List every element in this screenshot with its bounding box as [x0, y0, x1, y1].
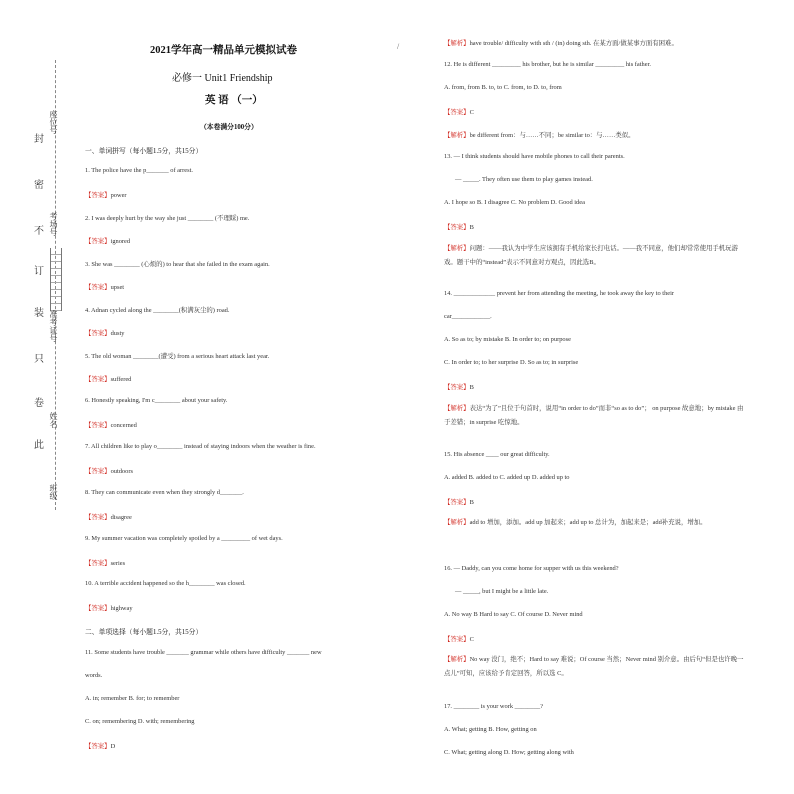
- question-17-options-2: C. What; getting along D. How; getting along with: [444, 749, 574, 756]
- answer-14: 【答案】B: [444, 384, 474, 391]
- question-9: 9. My summer vacation was completely spoiled by a _________ of wet days.: [85, 535, 283, 542]
- answer-5: 【答案】suffered: [85, 376, 132, 383]
- question-13-options: A. I hope so B. I disagree C. No problem D. Good idea: [444, 199, 585, 206]
- question-17-options-1: A. What; getting B. How, getting on: [444, 726, 537, 733]
- seal-char: 订: [34, 266, 44, 277]
- answer-10: 【答案】highway: [85, 605, 133, 612]
- question-15: 15. His absence ____ our great difficulty.: [444, 451, 550, 458]
- answer-15: 【答案】B: [444, 499, 474, 506]
- exam-subtitle: 必修一 Unit1 Friendship: [172, 73, 273, 84]
- explain-16: 【解析】No way 没门，绝不；Hard to say 难说；Of course 当然；Never mind 别介意。由后句“但是也许晚一点儿”可知，应该给予肯定回答，所以选 C。: [444, 656, 744, 677]
- explain-13: 【解析】问题：——我认为中学生应该拥有手机给家长打电话。——我不同意，他们却常常使用手机玩游戏。题干中的“instead”表示不同意对方观点，因此选B。: [444, 245, 738, 266]
- question-14-options-1: A. So as to; by mistake B. In order to; on purpose: [444, 336, 571, 343]
- question-11-options-1: A. in; remember B. for; to remember: [85, 695, 180, 702]
- question-16-options: A. No way B Hard to say C. Of course D. Never mind: [444, 611, 583, 618]
- answer-7: 【答案】outdoors: [85, 468, 133, 475]
- question-11-options-2: C. on; remembering D. with; remembering: [85, 718, 195, 725]
- ticket-number-box: [50, 248, 62, 311]
- explain-15: 【解析】add to 增加，添加。add up 加起来；add up to 总计为，加起来是；add补充说，增加。: [444, 519, 707, 526]
- question-14: 14. _____________ prevent her from attending the meeting, he took away the key to their: [444, 290, 675, 297]
- answer-12: 【答案】C: [444, 109, 474, 116]
- answer-6: 【答案】concerned: [85, 422, 137, 429]
- section-2-heading: 二、单项选择（每小题1.5分，共15分）: [85, 629, 203, 636]
- answer-3: 【答案】upset: [85, 284, 125, 291]
- seal-char: 此: [34, 440, 44, 451]
- question-17: 17. ________ is your work ________?: [444, 703, 544, 710]
- seat-number-label: 座位号: [49, 110, 58, 134]
- question-11: 11. Some students have trouble _______ grammar while others have difficulty _______ new: [85, 649, 322, 656]
- question-8: 8. They can communicate even when they strongly d_______.: [85, 489, 244, 496]
- explain-12: 【解析】be different from：与……不同；be similar to：与……类似。: [444, 132, 635, 139]
- question-11-cont: words.: [85, 672, 103, 679]
- question-15-options: A. added B. added to C. added up D. added up to: [444, 474, 570, 481]
- question-10: 10. A terrible accident happened so the h________ was closed.: [85, 580, 246, 587]
- question-3: 3. She was ________ (心烦的) to hear that she failed in the exam again.: [85, 261, 270, 268]
- question-16: 16. — Daddy, can you come home for supper with us this weekend?: [444, 565, 619, 572]
- answer-13: 【答案】B: [444, 224, 474, 231]
- question-6: 6. Honestly speaking, I'm c________ about your safety.: [85, 397, 228, 404]
- seal-char: 封: [34, 134, 44, 145]
- explain-14: 【解析】表达“为了”且位于句首时，说用“in order to do”而非“so as to do”； on purpose 故意地；by mistake 由于差错；in surprise 吃惊地。: [444, 405, 744, 426]
- question-5: 5. The old woman ________(遭受) from a serious heart attack last year.: [85, 353, 270, 360]
- answer-16: 【答案】C: [444, 636, 474, 643]
- answer-9: 【答案】series: [85, 560, 126, 567]
- seal-char: 密: [34, 180, 44, 191]
- question-12: 12. He is different _________ his brother, but he is similar _________ his father.: [444, 61, 651, 68]
- answer-2: 【答案】ignored: [85, 238, 131, 245]
- seal-char: 只: [34, 354, 44, 365]
- name-label: 姓名: [49, 412, 58, 428]
- question-14-options-2: C. In order to; to her surprise D. So as to; in surprise: [444, 359, 579, 366]
- exam-title: 2021学年高一精品单元模拟试卷: [150, 45, 297, 56]
- score-note: （本卷满分100分）: [200, 124, 258, 131]
- question-1: 1. The police have the p_______ of arrest.: [85, 167, 193, 174]
- exam-room-label: 考场号: [49, 212, 58, 236]
- column-divider: /: [397, 42, 400, 51]
- answer-4: 【答案】dusty: [85, 330, 125, 337]
- answer-8: 【答案】disagree: [85, 514, 132, 521]
- explain-11: 【解析】have trouble/ difficulty with sth / (in) doing sth. 在某方面/做某事方面有困难。: [444, 40, 678, 47]
- seal-char: 卷: [34, 398, 44, 409]
- question-7: 7. All children like to play o________ instead of staying indoors when the weather is fine.: [85, 443, 316, 450]
- class-label: 班级: [49, 484, 58, 500]
- exam-subject: 英 语 （一）: [205, 95, 263, 106]
- question-12-options: A. from, from B. to, to C. from, to D. to, from: [444, 84, 562, 91]
- question-16-response: — _____, but I might be a little late.: [455, 588, 549, 595]
- question-14-cont: car____________.: [444, 313, 492, 320]
- seal-char: 装: [34, 308, 44, 319]
- answer-1: 【答案】power: [85, 192, 127, 199]
- question-13: 13. — I think students should have mobile phones to call their parents.: [444, 153, 625, 160]
- seal-char: 不: [34, 226, 44, 237]
- section-1-heading: 一、单词拼写（每小题1.5分，共15分）: [85, 148, 203, 155]
- question-4: 4. Adnan cycled along the ________(积满灰尘的) road.: [85, 307, 230, 314]
- question-2: 2. I was deeply hurt by the way she just ________ (不理睬) me.: [85, 215, 250, 222]
- question-13-response: — _____. They often use them to play games instead.: [455, 176, 593, 183]
- ticket-number-label: 准考证号: [49, 310, 58, 342]
- answer-11: 【答案】D: [85, 743, 116, 750]
